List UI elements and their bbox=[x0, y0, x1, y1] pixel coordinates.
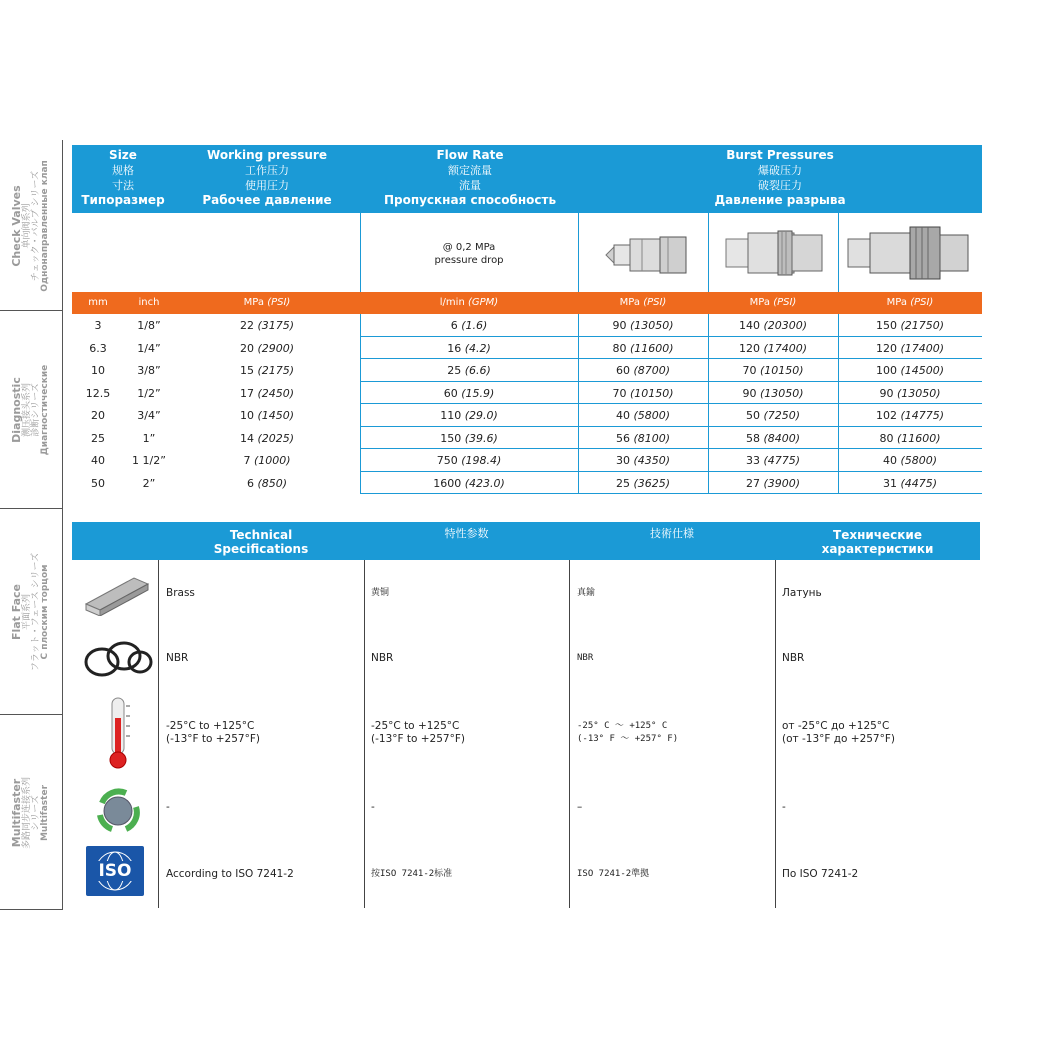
table-cell-b2 bbox=[708, 454, 838, 467]
cell-value-imperial: (1000) bbox=[253, 454, 291, 467]
sidebar-title: Flat Face bbox=[10, 583, 24, 641]
cell-value: 15 bbox=[239, 364, 254, 377]
header-flow-rate bbox=[360, 148, 580, 208]
cell-value: 31 bbox=[882, 476, 897, 490]
table-cell-wp bbox=[174, 342, 360, 355]
header-label: Пропускная способность bbox=[383, 193, 557, 207]
table-cell-inch bbox=[124, 454, 174, 467]
cell-value-imperial: (423.0) bbox=[464, 476, 505, 490]
spec-line: от -25°C до +125°C bbox=[782, 720, 890, 732]
cell-value: 7 bbox=[243, 454, 251, 467]
tech-spec-body bbox=[72, 560, 980, 908]
table-cell-b2 bbox=[708, 477, 838, 490]
table-cell-b1 bbox=[578, 364, 708, 377]
spec-text-ru bbox=[782, 720, 895, 746]
cell-value: 3/8” bbox=[137, 364, 161, 377]
table-cell-mm bbox=[72, 432, 124, 445]
cell-value: 27 bbox=[745, 476, 760, 490]
table-cell-mm bbox=[72, 387, 124, 400]
cell-value: 1/8” bbox=[137, 319, 161, 332]
header-label: Size bbox=[109, 148, 137, 162]
table-row bbox=[72, 449, 982, 472]
tech-spec-header-ru bbox=[775, 528, 980, 556]
header-label: Давление разрыва bbox=[714, 193, 846, 207]
header-label: 破裂圧力 bbox=[758, 179, 802, 192]
table-cell-wp bbox=[174, 432, 360, 445]
table-cell-fl bbox=[360, 364, 578, 377]
cell-value: 14 bbox=[239, 431, 254, 445]
cell-value: 30 bbox=[615, 454, 630, 467]
spec-line: -25°C to +125°C bbox=[371, 720, 460, 732]
table-cell-wp bbox=[174, 454, 360, 467]
unit-mm: mm bbox=[88, 297, 108, 308]
sidebar-title: Multifaster bbox=[10, 778, 24, 847]
cell-value-imperial: (20300) bbox=[763, 319, 808, 332]
table-cell-wp bbox=[174, 409, 360, 422]
iso-logo-icon bbox=[82, 840, 152, 896]
spec-line: According to ISO 7241-2 bbox=[166, 868, 294, 880]
cell-value: 10 bbox=[91, 364, 105, 377]
table-cell-fl bbox=[360, 387, 578, 400]
cell-value: 20 bbox=[91, 409, 105, 422]
spec-table-body bbox=[72, 314, 982, 494]
table-cell-inch bbox=[124, 432, 174, 445]
table-cell-fl bbox=[360, 409, 578, 422]
table-cell-b3 bbox=[838, 319, 982, 332]
table-cell-b2 bbox=[708, 319, 838, 332]
unit-label-imperial: (PSI) bbox=[910, 297, 934, 308]
spec-text-en bbox=[166, 720, 260, 746]
table-cell-b3 bbox=[838, 387, 982, 400]
header-label: Рабочее давление bbox=[202, 193, 332, 207]
sidebar-flat-face[interactable] bbox=[0, 509, 63, 715]
sidebar-subtitle: フラット・フェース シリーズ bbox=[31, 552, 42, 672]
header-size bbox=[72, 148, 174, 208]
sidebar-subtitle: 多路同步连接系列 bbox=[21, 776, 32, 849]
spec-line: ISO 7241-2準拠 bbox=[577, 869, 650, 879]
cell-value: 1/4” bbox=[137, 341, 161, 355]
cell-value-imperial: (13050) bbox=[759, 386, 804, 400]
unit-burst-1 bbox=[578, 297, 708, 308]
table-cell-fl bbox=[360, 432, 578, 445]
cell-value: 120 bbox=[875, 341, 897, 355]
spec-text-en bbox=[166, 587, 195, 600]
cell-value-imperial: (14775) bbox=[900, 409, 945, 422]
header-label: 额定流量 bbox=[448, 164, 492, 177]
spec-row bbox=[72, 690, 980, 775]
header-label: Типоразмер bbox=[81, 193, 165, 207]
table-cell-b3 bbox=[838, 364, 982, 377]
sidebar-subtitle: С плоским торцом bbox=[40, 564, 51, 660]
spec-line: 黄铜 bbox=[371, 588, 390, 598]
table-cell-b1 bbox=[578, 342, 708, 355]
spec-line: - bbox=[166, 801, 170, 813]
spec-row bbox=[72, 560, 980, 626]
table-cell-fl bbox=[360, 454, 578, 467]
cell-value-imperial: (198.4) bbox=[461, 454, 502, 467]
table-cell-fl bbox=[360, 477, 578, 490]
spec-text-ja bbox=[577, 720, 678, 746]
spec-text-zh bbox=[371, 652, 393, 665]
table-cell-b1 bbox=[578, 477, 708, 490]
table-cell-b2 bbox=[708, 342, 838, 355]
table-cell-b3 bbox=[838, 454, 982, 467]
brass-beam-icon bbox=[82, 570, 152, 620]
spec-row bbox=[72, 626, 980, 690]
cell-value-imperial: (10150) bbox=[759, 364, 804, 377]
header-label: 流量 bbox=[459, 179, 481, 192]
cell-value-imperial: (17400) bbox=[900, 341, 945, 355]
cell-value-imperial: (7250) bbox=[763, 409, 801, 422]
cell-value: 1600 bbox=[433, 476, 462, 490]
cell-value-imperial: (4775) bbox=[763, 454, 801, 467]
spec-line: - bbox=[782, 801, 786, 813]
spec-text-en bbox=[166, 652, 188, 665]
spec-line: (-13°F to +257°F) bbox=[371, 733, 465, 745]
spec-line: NBR bbox=[166, 652, 189, 664]
recycle-globe-icon bbox=[82, 785, 152, 841]
cell-value: 10 bbox=[239, 409, 254, 422]
cell-value: 3 bbox=[94, 319, 102, 332]
header-label: Flow Rate bbox=[436, 148, 504, 162]
spec-line: -25°C to +125°C bbox=[166, 720, 255, 732]
cell-value: 40 bbox=[91, 454, 105, 467]
sidebar-subtitle: 测压接头系列 bbox=[21, 383, 32, 438]
cell-value: 90 bbox=[879, 386, 894, 400]
table-cell-b3 bbox=[838, 477, 982, 490]
unit-flow bbox=[360, 297, 578, 308]
cell-value: 6 bbox=[450, 319, 458, 332]
table-cell-fl bbox=[360, 319, 578, 332]
table-cell-b1 bbox=[578, 387, 708, 400]
cell-value-imperial: (39.6) bbox=[464, 431, 498, 445]
spec-text-en bbox=[166, 801, 170, 814]
table-cell-b3 bbox=[838, 409, 982, 422]
unit-burst-3 bbox=[838, 297, 982, 308]
spec-line: (-13°F to +257°F) bbox=[166, 733, 260, 745]
unit-label-imperial: (PSI) bbox=[643, 297, 667, 308]
tech-spec-header-zh: 特性参数 bbox=[444, 527, 489, 540]
sidebar-subtitle: 平面系列 bbox=[21, 594, 32, 631]
cell-value-imperial: (3625) bbox=[633, 476, 671, 490]
spec-line: NBR bbox=[782, 652, 805, 664]
cell-value: 60 bbox=[615, 364, 630, 377]
header-line: Technical bbox=[229, 528, 293, 542]
thermometer-icon bbox=[82, 696, 152, 774]
cell-value-imperial: (13050) bbox=[629, 319, 674, 332]
table-cell-b2 bbox=[708, 364, 838, 377]
header-line: Specifications bbox=[213, 542, 309, 556]
table-row bbox=[72, 359, 982, 382]
cell-value-imperial: (1450) bbox=[257, 409, 295, 422]
cell-value-imperial: (17400) bbox=[763, 341, 808, 355]
cell-value: 12.5 bbox=[85, 386, 111, 400]
cell-value: 110 bbox=[440, 409, 462, 422]
cell-value-imperial: (6.6) bbox=[464, 364, 491, 377]
table-cell-wp bbox=[174, 319, 360, 332]
cell-value: 6 bbox=[246, 476, 254, 490]
iso-logo-text: ISO bbox=[92, 861, 138, 881]
table-row bbox=[72, 314, 982, 337]
spec-line: (-13° F ～ +257° F) bbox=[577, 734, 679, 744]
table-cell-b1 bbox=[578, 319, 708, 332]
unit-label-imperial: (PSI) bbox=[773, 297, 797, 308]
spec-line: 按ISO 7241-2标准 bbox=[371, 869, 453, 879]
table-cell-b2 bbox=[708, 409, 838, 422]
spec-line: - bbox=[371, 801, 375, 813]
tech-spec-header-ja: 技術仕様 bbox=[650, 527, 694, 540]
unit-working-pressure bbox=[174, 297, 360, 308]
table-row bbox=[72, 472, 982, 495]
table-cell-mm bbox=[72, 364, 124, 377]
table-cell-mm bbox=[72, 409, 124, 422]
spec-text-ja bbox=[577, 587, 595, 600]
spec-text-zh bbox=[371, 587, 389, 600]
sidebar-subtitle: 診断シリーズ bbox=[31, 383, 42, 437]
header-label: 规格 bbox=[112, 164, 134, 177]
tech-spec-header bbox=[72, 522, 980, 560]
table-row bbox=[72, 337, 982, 360]
table-cell-inch bbox=[124, 409, 174, 422]
cell-value: 50 bbox=[91, 476, 105, 490]
table-row bbox=[72, 427, 982, 450]
cell-value: 58 bbox=[745, 431, 760, 445]
spec-line: Латунь bbox=[782, 587, 822, 599]
spec-text-ru bbox=[782, 587, 822, 600]
cell-value-imperial: (1.6) bbox=[461, 319, 488, 332]
table-cell-fl bbox=[360, 342, 578, 355]
cell-value: 102 bbox=[875, 409, 897, 422]
cell-value: 20 bbox=[239, 341, 254, 355]
cell-value-imperial: (11600) bbox=[896, 431, 941, 445]
header-label: 工作压力 bbox=[245, 164, 289, 177]
cell-value: 22 bbox=[239, 319, 254, 332]
header-label: Burst Pressures bbox=[726, 148, 834, 162]
spec-line: -25° C ～ +125° C bbox=[577, 721, 668, 731]
table-cell-mm bbox=[72, 454, 124, 467]
cell-value: 33 bbox=[745, 454, 760, 467]
table-cell-wp bbox=[174, 387, 360, 400]
spec-text-ja bbox=[577, 801, 582, 814]
cell-value-imperial: (5800) bbox=[900, 454, 938, 467]
cell-value: 90 bbox=[612, 319, 627, 332]
cell-value: 90 bbox=[742, 386, 757, 400]
cell-value: 25 bbox=[447, 364, 462, 377]
table-cell-inch bbox=[124, 319, 174, 332]
table-cell-mm bbox=[72, 319, 124, 332]
cell-value: 1/2” bbox=[137, 386, 161, 400]
cell-value-imperial: (29.0) bbox=[464, 409, 498, 422]
unit-label-imperial: (PSI) bbox=[267, 297, 291, 308]
cell-value: 1 1/2” bbox=[132, 454, 166, 467]
cell-value: 6.3 bbox=[89, 341, 107, 355]
cell-value: 3/4” bbox=[137, 409, 161, 422]
sidebar-subtitle: Multifaster bbox=[40, 784, 51, 841]
header-line: характеристики bbox=[821, 542, 934, 556]
spec-row bbox=[72, 775, 980, 840]
cell-value: 25 bbox=[91, 431, 105, 445]
cell-value: 120 bbox=[738, 341, 760, 355]
spec-text-zh bbox=[371, 801, 375, 814]
table-cell-inch bbox=[124, 477, 174, 490]
units-row bbox=[72, 292, 982, 314]
header-line: Технические bbox=[833, 528, 922, 542]
cell-value-imperial: (4350) bbox=[633, 454, 671, 467]
unit-label: MPa bbox=[886, 297, 907, 308]
cell-value: 25 bbox=[615, 476, 630, 490]
table-cell-b3 bbox=[838, 432, 982, 445]
cell-value: 140 bbox=[738, 319, 760, 332]
cell-value-imperial: (2025) bbox=[257, 431, 295, 445]
header-label: 使用圧力 bbox=[245, 179, 289, 192]
sidebar-title: Check Valves bbox=[10, 184, 24, 267]
pressure-drop-note bbox=[360, 241, 578, 267]
table-cell-b3 bbox=[838, 342, 982, 355]
assembled-coupling-icon bbox=[844, 221, 974, 285]
spec-line: – bbox=[577, 801, 583, 813]
cell-value-imperial: (8400) bbox=[763, 431, 801, 445]
cell-value: 70 bbox=[742, 364, 757, 377]
cell-value: 80 bbox=[879, 431, 894, 445]
unit-label: MPa bbox=[749, 297, 770, 308]
spec-text-ja bbox=[577, 652, 593, 665]
cell-value-imperial: (11600) bbox=[629, 341, 674, 355]
header-label: Working pressure bbox=[207, 148, 327, 162]
spec-table-header bbox=[72, 145, 982, 213]
table-cell-wp bbox=[174, 477, 360, 490]
unit-label: MPa bbox=[619, 297, 640, 308]
sidebar-subtitle: チェック・バルブ シリーズ bbox=[31, 170, 42, 281]
unit-inch: inch bbox=[138, 297, 160, 308]
female-coupler-icon bbox=[722, 223, 832, 283]
sidebar-subtitle: Однонаправленные клап bbox=[40, 159, 51, 292]
sidebar-check-valves[interactable] bbox=[0, 140, 63, 311]
table-row bbox=[72, 382, 982, 405]
spec-text-zh bbox=[371, 720, 465, 746]
cell-value: 750 bbox=[436, 454, 458, 467]
table-cell-b2 bbox=[708, 432, 838, 445]
cell-value: 60 bbox=[443, 386, 458, 400]
unit-burst-2 bbox=[708, 297, 838, 308]
cell-value-imperial: (3900) bbox=[763, 476, 801, 490]
cell-value: 17 bbox=[239, 386, 254, 400]
cell-value: 16 bbox=[447, 341, 462, 355]
cell-value-imperial: (2175) bbox=[257, 364, 295, 377]
spec-text-zh bbox=[371, 868, 452, 881]
cell-value: 40 bbox=[615, 409, 630, 422]
cell-value: 100 bbox=[875, 364, 897, 377]
spec-text-ja bbox=[577, 868, 649, 881]
cell-value-imperial: (8700) bbox=[633, 364, 671, 377]
spec-row bbox=[72, 840, 980, 908]
cell-value-imperial: (3175) bbox=[257, 319, 295, 332]
spec-line: 真鍮 bbox=[577, 588, 596, 598]
table-cell-mm bbox=[72, 342, 124, 355]
cell-value: 80 bbox=[612, 341, 627, 355]
sidebar-subtitle: シリーズ bbox=[31, 794, 42, 831]
cell-value: 2” bbox=[142, 476, 156, 490]
spec-line: NBR bbox=[371, 652, 394, 664]
table-cell-inch bbox=[124, 342, 174, 355]
table-cell-b1 bbox=[578, 432, 708, 445]
cell-value: 50 bbox=[745, 409, 760, 422]
spec-line: (от -13°F до +257°F) bbox=[782, 733, 895, 745]
spec-text-ru bbox=[782, 801, 786, 814]
cell-value-imperial: (4.2) bbox=[464, 341, 491, 355]
cell-value-imperial: (14500) bbox=[900, 364, 945, 377]
cell-value: 40 bbox=[882, 454, 897, 467]
table-cell-wp bbox=[174, 364, 360, 377]
spec-line: По ISO 7241-2 bbox=[782, 868, 859, 880]
cell-value-imperial: (21750) bbox=[900, 319, 945, 332]
table-cell-inch bbox=[124, 364, 174, 377]
male-plug-icon bbox=[602, 225, 692, 281]
cell-value-imperial: (10150) bbox=[629, 386, 674, 400]
spec-text-en bbox=[166, 868, 294, 881]
spec-text-ru bbox=[782, 868, 858, 881]
sidebar-subtitle: Диагностические bbox=[40, 364, 51, 456]
cell-value: 70 bbox=[612, 386, 627, 400]
unit-label-imperial: (GPM) bbox=[467, 297, 499, 308]
table-cell-b2 bbox=[708, 387, 838, 400]
sidebar-diagnostic[interactable] bbox=[0, 311, 63, 509]
table-cell-mm bbox=[72, 477, 124, 490]
header-label: 寸法 bbox=[112, 179, 134, 192]
cell-value-imperial: (850) bbox=[257, 476, 288, 490]
sidebar-multifaster[interactable] bbox=[0, 715, 63, 910]
table-cell-b1 bbox=[578, 409, 708, 422]
cell-value: 56 bbox=[615, 431, 630, 445]
table-row bbox=[72, 404, 982, 427]
note-line: @ 0,2 MPa bbox=[442, 242, 496, 253]
sidebar-subtitle: 单向阀系列 bbox=[21, 202, 32, 249]
cell-value-imperial: (13050) bbox=[896, 386, 941, 400]
note-line: pressure drop bbox=[434, 255, 504, 266]
header-working-pressure bbox=[174, 148, 360, 208]
cell-value-imperial: (2450) bbox=[257, 386, 295, 400]
cell-value-imperial: (4475) bbox=[900, 476, 938, 490]
cell-value: 150 bbox=[875, 319, 897, 332]
cell-value: 150 bbox=[440, 431, 462, 445]
unit-label: MPa bbox=[243, 297, 264, 308]
cell-value-imperial: (15.9) bbox=[461, 386, 495, 400]
unit-label: l/min bbox=[439, 297, 465, 308]
table-cell-inch bbox=[124, 387, 174, 400]
spec-text-ru bbox=[782, 652, 804, 665]
o-rings-icon bbox=[82, 636, 152, 686]
tech-spec-header-en bbox=[158, 528, 364, 556]
cell-value-imperial: (8100) bbox=[633, 431, 671, 445]
spec-line: NBR bbox=[577, 653, 594, 663]
coupling-images-row bbox=[72, 213, 982, 292]
table-cell-b1 bbox=[578, 454, 708, 467]
spec-line: Brass bbox=[166, 587, 195, 599]
sidebar-title: Diagnostic bbox=[10, 377, 24, 443]
cell-value: 1” bbox=[142, 431, 156, 445]
header-label: 爆破压力 bbox=[758, 164, 802, 177]
header-burst-pressures bbox=[580, 148, 980, 208]
cell-value-imperial: (5800) bbox=[633, 409, 671, 422]
cell-value-imperial: (2900) bbox=[257, 341, 295, 355]
